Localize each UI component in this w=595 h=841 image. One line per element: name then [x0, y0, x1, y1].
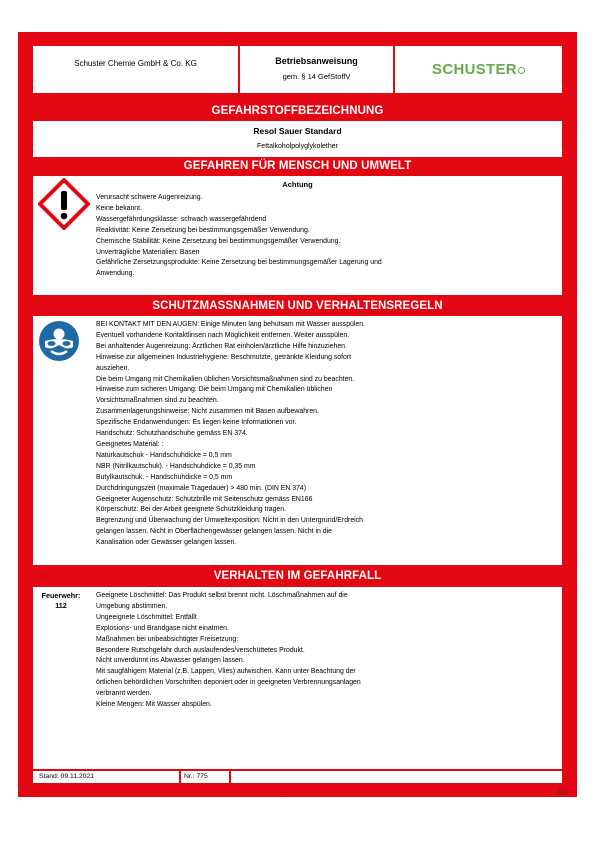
- language-code: DE: [281, 792, 290, 798]
- footer-date: Stand: 09.11.2021: [39, 773, 95, 780]
- footer-number: Nr.: 775: [184, 773, 208, 780]
- text-line: Die beim Umgang mit Chemikalien üblichen Vorsichtsmaßnahmen sind zu beachten.: [96, 375, 355, 383]
- footer-box: [33, 771, 562, 783]
- section-header-substance: GEFAHRSTOFFBEZEICHNUNG: [211, 105, 384, 117]
- footer-divider: [179, 771, 181, 783]
- text-line: Anwendung.: [96, 270, 135, 278]
- eye-protection-icon: [38, 320, 80, 362]
- fire-number: 112: [55, 601, 67, 610]
- company-text: Schuster Chemie GmbH & Co. KG: [74, 59, 197, 68]
- company-name: [33, 46, 238, 93]
- company-logo: [395, 46, 562, 93]
- product-name: Resol Sauer Standard: [253, 126, 342, 136]
- text-line: Reaktivität: Keine Zersetzung bei bestimmungsgemäßer Verwendung.: [96, 226, 310, 234]
- page-number: 1/2: [558, 789, 568, 796]
- text-line: Kanalisation oder Gewässer gelangen lassen.: [96, 539, 237, 547]
- text-line: Spezifische Endanwendungen: Es liegen keine Informationen vor.: [96, 419, 297, 427]
- text-line: Explosions- und Brandgase nicht einatmen.: [96, 624, 229, 632]
- emergency-box: [33, 587, 562, 769]
- text-line: Kleine Mengen: Mit Wasser abspülen.: [96, 701, 212, 709]
- protection-text: [96, 320, 365, 549]
- text-line: Naturkautschuk - Handschuhdicke = 0,5 mm: [96, 451, 232, 459]
- text-line: Hinweise zum sicheren Umgang: Die beim Umgang mit Chemikalien üblichen: [96, 386, 333, 394]
- document-title: Betriebsanweisung: [275, 56, 358, 66]
- text-line: örtlichen behördlichen Vorschriften deponiert oder in geeigneten Verbrennungsanlagen: [96, 679, 361, 687]
- product-description: Fettalkoholpolyglykolether: [257, 143, 338, 150]
- hazard-text: [96, 193, 382, 280]
- text-line: Keine bekannt.: [96, 204, 142, 212]
- text-line: Maßnahmen bei unbeabsichtigter Freisetzung:: [96, 635, 239, 643]
- text-line: ausziehen.: [96, 364, 130, 372]
- protection-box: [33, 316, 562, 565]
- text-line: Verursacht schwere Augenreizung.: [96, 194, 203, 201]
- signal-word: Achtung: [282, 180, 313, 189]
- hazard-box: [33, 176, 562, 295]
- text-line: Ungeeignete Löschmittel: Entfällt: [96, 613, 197, 621]
- section-header-protection: SCHUTZMASSNAHMEN UND VERHALTENSREGELN: [152, 300, 443, 312]
- text-line: Mit saugfähigem Material (z.B. Lappen, Vlies) aufwischen. Kann unter Beachtung der: [96, 668, 356, 676]
- text-line: Chemische Stabilität: Keine Zersetzung bei bestimmungsgemäßer Verwendung.: [96, 237, 341, 245]
- logo-dot-icon: [518, 67, 525, 74]
- text-line: Begrenzung und Überwachung der Umweltexposition: Nicht in den Untergrund/Erdreich: [96, 517, 363, 525]
- text-line: Vorsichtsmaßnahmen sind zu beachten.: [96, 397, 219, 405]
- section-header-emergency: VERHALTEN IM GEFAHRFALL: [213, 570, 382, 582]
- text-line: Zusammenlagerungshinweise: Nicht zusammen mit Basen aufbewahren.: [96, 408, 319, 416]
- text-line: Durchdringungszeit (maximale Tragedauer) > 480 min. (DIN EN 374): [96, 484, 307, 492]
- text-line: Gefährliche Zersetzungsprodukte: Keine Zersetzung bei bestimmungsgemäßer Lagerung und: [96, 259, 382, 267]
- logo-text: SCHUSTER: [432, 61, 517, 78]
- text-line: Eventuell vorhandene Kontaktlinsen nach Möglichkeit entfernen. Weiter ausspülen.: [96, 331, 350, 339]
- document-title-box: [240, 46, 393, 93]
- text-line: NBR (Nitrilkautschuk). - Handschuhdicke = 0,35 mm: [96, 462, 256, 470]
- text-line: gelangen lassen. Nicht in Oberflächengewässer gelangen lassen. Nicht in die: [96, 528, 332, 536]
- text-line: Nicht unverdünnt ins Abwasser gelangen lassen.: [96, 657, 245, 665]
- text-line: Geeigneter Augenschutz: Schutzbrille mit Seitenschutz gemäss EN166: [96, 495, 313, 503]
- text-line: verbrannt werden.: [96, 690, 152, 698]
- text-line: Geeignetes Material: :: [96, 440, 164, 448]
- fire-department: [36, 591, 86, 611]
- document-frame: [18, 32, 577, 797]
- product-box: [33, 121, 562, 157]
- document-subtitle: gem. § 14 GefStoffV: [282, 72, 351, 81]
- text-line: Besondere Rutschgefahr durch auslaufendes/verschüttetes Produkt.: [96, 646, 305, 654]
- footer-divider: [229, 771, 231, 783]
- text-line: Bei anhaltender Augenreizung: Ärztlichen Rat einholen/ärztliche Hilfe hinzuziehen.: [96, 342, 347, 350]
- text-line: Umgebung abstimmen.: [96, 602, 168, 610]
- text-line: Geeignete Löschmittel: Das Produkt selbst brennt nicht. Löschmaßnahmen auf die: [96, 592, 348, 599]
- text-line: Butylkautschuk. - Handschuhdicke = 0,5 mm: [96, 473, 233, 481]
- fire-label: Feuerwehr:: [41, 591, 81, 600]
- text-line: Unverträgliche Materialien: Basen: [96, 248, 200, 256]
- text-line: BEI KONTAKT MIT DEN AUGEN: Einige Minuten lang behutsam mit Wasser ausspülen.: [96, 321, 365, 328]
- text-line: Hinweise zur allgemeinen Industriehygiene: Beschmutzte, getränkte Kleidung sofort: [96, 353, 352, 361]
- emergency-text: [96, 591, 361, 711]
- text-line: Handschutz: Schutzhandschuhe gemäss EN 374.: [96, 430, 248, 438]
- text-line: Körperschutz: Bei der Arbeit geeignete Schutzkleidung tragen.: [96, 506, 286, 514]
- text-line: Wassergefährdungsklasse: schwach wassergefährdend: [96, 215, 267, 223]
- section-header-hazards: GEFAHREN FÜR MENSCH UND UMWELT: [183, 160, 412, 172]
